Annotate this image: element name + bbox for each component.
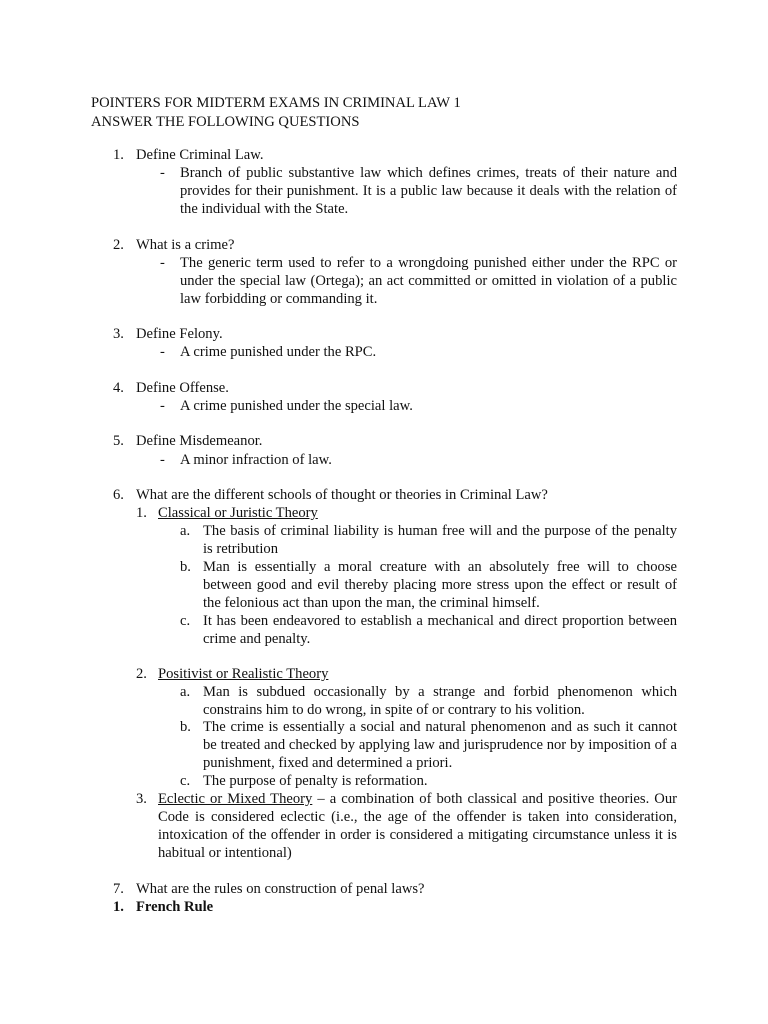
item-letter: b. bbox=[180, 559, 191, 575]
item-text: Man is subdued occasionally by a strange and forbid phenomenon which constrains him to do wrong, in spite of or contrary to his volition. bbox=[203, 684, 677, 718]
theory-title: Eclectic or Mixed Theory bbox=[158, 791, 313, 807]
question-number: 5. bbox=[113, 433, 124, 449]
question-number: 3. bbox=[113, 326, 124, 342]
item-letter: c. bbox=[180, 613, 191, 629]
theory-number: 3. bbox=[136, 791, 147, 807]
answer-text: A crime punished under the special law. bbox=[180, 398, 413, 414]
answer-dash: - bbox=[160, 255, 165, 271]
question-text: Define Offense. bbox=[136, 380, 229, 396]
document-title: POINTERS FOR MIDTERM EXAMS IN CRIMINAL LAW 1 bbox=[91, 95, 461, 111]
rule-number: 1. bbox=[113, 899, 124, 915]
document-subtitle: ANSWER THE FOLLOWING QUESTIONS bbox=[91, 114, 360, 130]
question-number: 7. bbox=[113, 881, 124, 897]
item-text: The basis of criminal liability is human free will and the purpose of the penalty is retribution bbox=[203, 523, 677, 557]
question-number: 2. bbox=[113, 237, 124, 253]
theory-number: 1. bbox=[136, 505, 147, 521]
item-letter: a. bbox=[180, 684, 191, 700]
item-text: The crime is essentially a social and natural phenomenon and as such it cannot be treated and checked by applying law and jurisprudence nor by imposition of a punishment, fixed and determined a priori. bbox=[203, 719, 677, 771]
answer-dash: - bbox=[160, 165, 165, 181]
theory-number: 2. bbox=[136, 666, 147, 682]
answer-dash: - bbox=[160, 344, 165, 360]
question-text: Define Felony. bbox=[136, 326, 223, 342]
answer-dash: - bbox=[160, 452, 165, 468]
question-number: 4. bbox=[113, 380, 124, 396]
question-text: What is a crime? bbox=[136, 237, 235, 253]
question-text: Define Criminal Law. bbox=[136, 147, 264, 163]
answer-text: A crime punished under the RPC. bbox=[180, 344, 377, 360]
item-letter: c. bbox=[180, 773, 191, 789]
theory-description: – a combination of both classical and positive theories. Our Code is considered eclectic (i.e., the age of the offender is taken into consideration, intoxication of the offender in order is considered a mitigating circumstance unless it is habitual or intentional) bbox=[158, 791, 677, 861]
theory-paragraph bbox=[158, 790, 677, 862]
question-text: What are the rules on construction of penal laws? bbox=[136, 881, 425, 897]
item-letter: a. bbox=[180, 523, 191, 539]
question-text: What are the different schools of thought or theories in Criminal Law? bbox=[136, 487, 548, 503]
answer-text: Branch of public substantive law which defines crimes, treats of their nature and provides for their punishment. It is a public law because it deals with the relation of the individual with the State. bbox=[180, 165, 677, 217]
item-text: The purpose of penalty is reformation. bbox=[203, 773, 428, 789]
question-text: Define Misdemeanor. bbox=[136, 433, 263, 449]
answer-dash: - bbox=[160, 398, 165, 414]
answer-text: The generic term used to refer to a wrongdoing punished either under the RPC or under the special law (Ortega); an act committed or omitted in violation of a public law forbidding or commanding it. bbox=[180, 255, 677, 307]
question-number: 1. bbox=[113, 147, 124, 163]
theory-title: Classical or Juristic Theory bbox=[158, 505, 318, 521]
theory-title: Positivist or Realistic Theory bbox=[158, 666, 329, 682]
item-letter: b. bbox=[180, 719, 191, 735]
answer-text: A minor infraction of law. bbox=[180, 452, 332, 468]
question-number: 6. bbox=[113, 487, 124, 503]
rule-title: French Rule bbox=[136, 899, 214, 915]
item-text: It has been endeavored to establish a mechanical and direct proportion between crime and penalty. bbox=[203, 613, 677, 647]
item-text: Man is essentially a moral creature with an absolutely free will to choose between good and evil thereby placing more stress upon the effect or result of the felonious act than upon the man, the criminal himself. bbox=[203, 559, 677, 611]
document-header bbox=[91, 94, 691, 132]
